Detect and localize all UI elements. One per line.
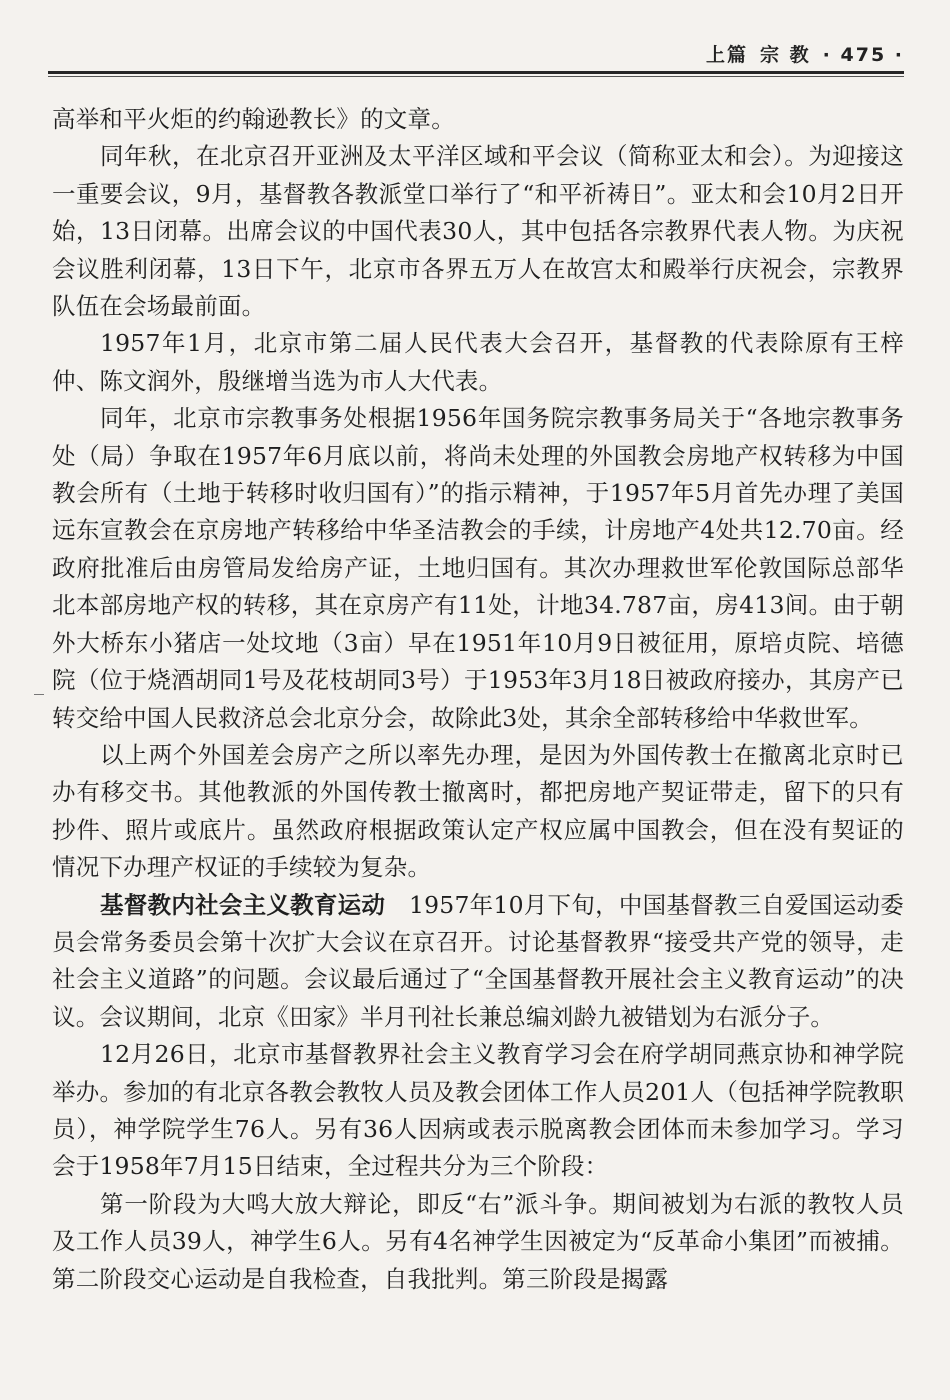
running-head-chapter: 宗 教 bbox=[760, 44, 811, 66]
paragraph: 以上两个外国差会房产之所以率先办理，是因为外国传教士在撤离北京时已办有移交书。其他教派的外国传教士撤离时，都把房地产契证带走，留下的只有抄件、照片或底片。虽然政府根据政策认定产权应属中国教会，但在没有契证的情况下办理产权证的手续较为复杂。 bbox=[52, 740, 904, 882]
running-head bbox=[706, 40, 904, 67]
running-head-section: 上篇 bbox=[706, 44, 749, 66]
paragraph-text: 1957年10月下旬，中国基督教三自爱国运动委员会常务委员会第十次扩大会议在京召开。讨论基督教界“接受共产党的领导，走社会主义道路”的问题。会议最后通过了“全国基督教开展社会主义教育运动”的决议。会议期间，北京《田家》半月刊社长兼总编刘龄九被错划为右派分子。 bbox=[52, 890, 905, 1031]
paragraph: 1957年1月，北京市第二届人民代表大会召开，基督教的代表除原有王梓仲、陈文润外，殷继增当选为市人大代表。 bbox=[52, 329, 904, 395]
paragraph-with-heading bbox=[52, 887, 904, 1037]
header-rule bbox=[48, 71, 904, 74]
paragraph: 12月26日，北京市基督教界社会主义教育学习会在府学胡同燕京协和神学院举办。参加的有北京各教会教牧人员及教会团体工作人员201人（包括神学院教职员），神学院学生76人。另有36人因病或表示脱离教会团体而未参加学习。学习会于1958年7月15日结束，全过程共分为三个阶段： bbox=[52, 1040, 904, 1181]
page-number: · 475 · bbox=[822, 44, 904, 66]
paragraph: 同年，北京市宗教事务处根据1956年国务院宗教事务局关于“各地宗教事务处（局）争取在1957年6月底以前，将尚未处理的外国教会房地产权转移为中国教会所有（土地于转移时收归国有）”的指示精神，于1957年5月首先办理了美国远东宣教会在京房地产转移给中华圣洁教会的手续，计房地产4处共12.70亩。经政府批准后由房管局发给房产证，土地归国有。其次办理救世军伦敦国际总部华北本部房地产权的转移，其在京房产有11处，计地34.787亩，房413间。由于朝外大桥东小猪店一处坟地（3亩）早在1951年10月9日被征用，原培贞院、培德院（位于烧酒胡同1号及花枝胡同3号）于1953年3月18日被政府接办，其房产已转交给中国人民救济总会北京分会，故除此3处，其余全部转移给中华救世军。 bbox=[52, 404, 904, 732]
margin-mark bbox=[34, 694, 44, 695]
section-heading: 基督教内社会主义教育运动 bbox=[100, 890, 386, 919]
paragraph: 高举和平火炬的约翰逊教长》的文章。 bbox=[52, 105, 455, 133]
paragraph: 第一阶段为大鸣大放大辩论，即反“右”派斗争。期间被划为右派的教牧人员及工作人员39人，神学生6人。另有4名神学生因被定为“反革命小集团”而被捕。第二阶段交心运动是自我检查，自我批判。第三阶段是揭露 bbox=[52, 1189, 904, 1293]
body-text bbox=[52, 101, 904, 1298]
paragraph: 同年秋，在北京召开亚洲及太平洋区域和平会议（简称亚太和会）。为迎接这一重要会议，9月，基督教各教派堂口举行了“和平祈祷日”。亚太和会10月2日开始，13日闭幕。出席会议的中国代表30人，其中包括各宗教界代表人物。为庆祝会议胜利闭幕，13日下午，北京市各界五万人在故宫太和殿举行庆祝会，宗教界队伍在会场最前面。 bbox=[52, 142, 904, 321]
